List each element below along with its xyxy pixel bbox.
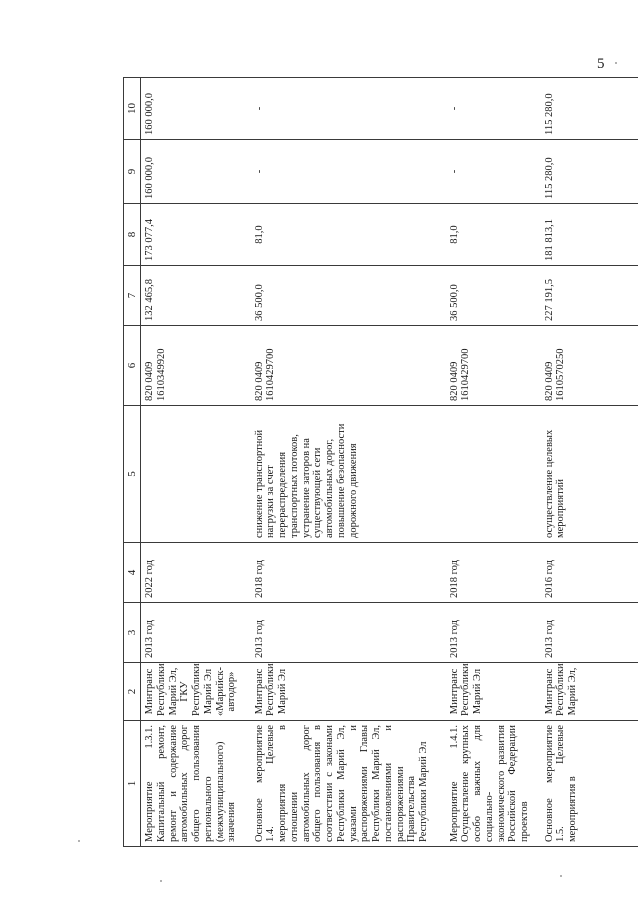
executor-cell: Минтранс Республики Марий Эл <box>251 663 446 721</box>
start-year: 2013 год <box>541 603 638 663</box>
activity-name: Мероприятие 1.4.1. Осуществление крупных особо важных для социально-экономического развития Российской Федерации проектов <box>446 721 541 847</box>
start-year: 2013 год <box>251 603 446 663</box>
expected-result <box>446 406 541 543</box>
activity-name: Мероприятие 1.3.1. Капитальный ремонт, ремонт и содержание автомобильных дорог общего пользования регионального (межмуниципального) значения <box>141 721 251 847</box>
table-header-row <box>124 78 141 847</box>
value-col-10: - <box>251 78 446 140</box>
value-col-8: 173 077,4 <box>141 204 251 266</box>
budget-code: 820 0409 1610429700 <box>251 326 446 406</box>
header-cell: 1 <box>124 721 141 847</box>
value-col-9: 160 000,0 <box>141 140 251 204</box>
page-number: 5 <box>597 56 605 72</box>
value-col-9: 115 280,0 <box>541 140 638 204</box>
header-cell: 3 <box>124 603 141 663</box>
expected-result <box>141 406 251 543</box>
value-col-8: 181 813,1 <box>541 204 638 266</box>
header-cell: 7 <box>124 266 141 326</box>
scan-speck <box>615 62 617 64</box>
expected-result: снижение транспортной нагрузки за счет перераспределения транспортных потоков, устранение заторов на существующей сети автомобильных дорог, повышение безопасности дорожного движения <box>251 406 446 543</box>
activity-name: Основное мероприятие 1.5. Целевые мероприятия в <box>541 721 638 847</box>
scan-speck <box>560 875 562 877</box>
header-cell: 2 <box>124 663 141 721</box>
activity-name: Основное мероприятие 1.4. Целевые мероприятия в отношении автомобильных дорог общего пользования в соответствии с законами Республики Марий Эл, указами и распоряжениями Главы Республики Марий Эл, постановлениями и распоряжениями Правительства Республики Марий Эл <box>251 721 446 847</box>
scan-speck <box>78 840 80 842</box>
end-year: 2018 год <box>446 543 541 603</box>
end-year: 2022 год <box>141 543 251 603</box>
rotated-table-wrapper <box>123 78 578 847</box>
table-row <box>446 78 541 847</box>
value-col-7: 36 500,0 <box>251 266 446 326</box>
table-row <box>251 78 446 847</box>
header-cell: 6 <box>124 326 141 406</box>
value-col-8: 81,0 <box>446 204 541 266</box>
budget-code: 820 0409 1610429700 <box>446 326 541 406</box>
executor-cell: Минтранс Республики Марий Эл, <box>541 663 638 721</box>
header-cell: 9 <box>124 140 141 204</box>
start-year: 2013 год <box>141 603 251 663</box>
value-col-8: 81,0 <box>251 204 446 266</box>
budget-code: 820 0409 1610349920 <box>141 326 251 406</box>
table-row <box>541 78 638 847</box>
start-year: 2013 год <box>446 603 541 663</box>
executor-cell: Минтранс Республики Марий Эл <box>446 663 541 721</box>
value-col-9: - <box>446 140 541 204</box>
header-cell: 5 <box>124 406 141 543</box>
value-col-10: 115 280,0 <box>541 78 638 140</box>
end-year: 2018 год <box>251 543 446 603</box>
program-table <box>123 77 638 847</box>
expected-result: осуществление целевых мероприятий <box>541 406 638 543</box>
value-col-10: 160 000,0 <box>141 78 251 140</box>
value-col-7: 227 191,5 <box>541 266 638 326</box>
executor-cell: Минтранс Республики Марий Эл, ГКУ Республики Марий Эл «Марийск-автодор» <box>141 663 251 721</box>
budget-code: 820 0409 1610570250 <box>541 326 638 406</box>
header-cell: 10 <box>124 78 141 140</box>
value-col-7: 36 500,0 <box>446 266 541 326</box>
table-row <box>141 78 251 847</box>
end-year: 2016 год <box>541 543 638 603</box>
value-col-9: - <box>251 140 446 204</box>
header-cell: 4 <box>124 543 141 603</box>
header-cell: 8 <box>124 204 141 266</box>
value-col-10: - <box>446 78 541 140</box>
scan-speck <box>160 880 162 882</box>
value-col-7: 132 465,8 <box>141 266 251 326</box>
